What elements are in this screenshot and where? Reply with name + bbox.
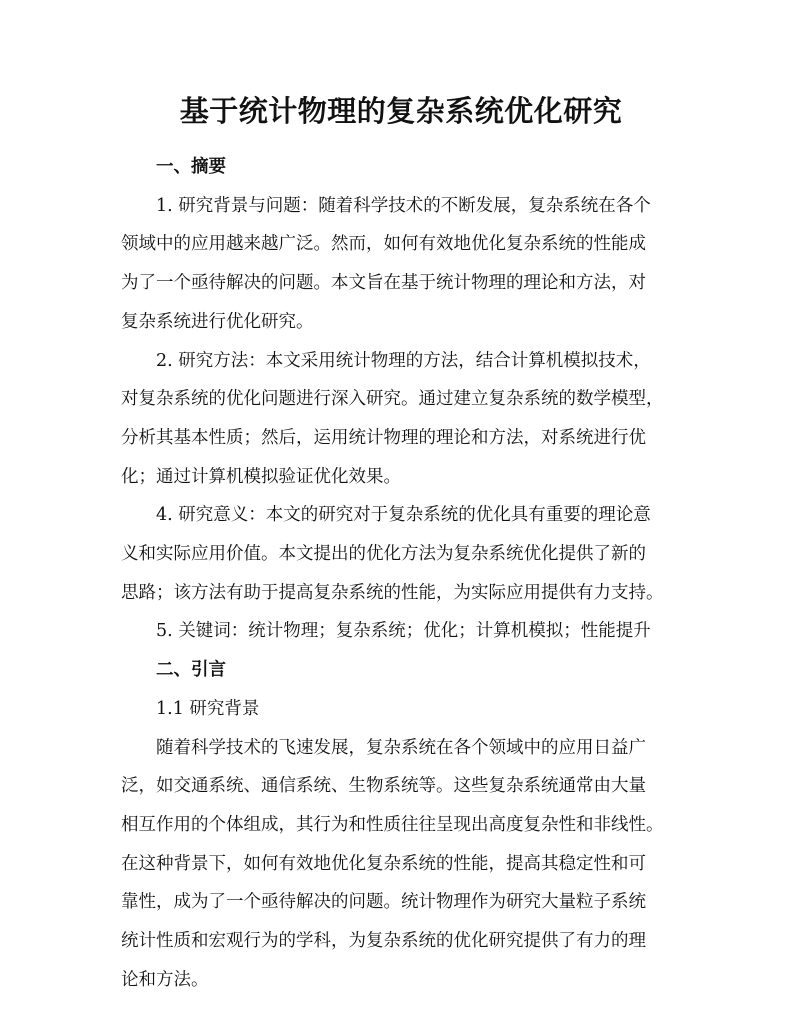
paragraph-line: 随着科学技术的飞速发展，复杂系统在各个领域中的应用日益广 (156, 737, 646, 758)
document-content (121, 90, 681, 999)
paragraph-line: 4. 研究意义：本文的研究对于复杂系统的优化具有重要的理论意 (156, 505, 651, 526)
subsection-heading-background: 1.1 研究背景 (156, 698, 260, 719)
paragraph-line: 化；通过计算机模拟验证优化效果。 (121, 466, 401, 487)
paragraph-line: 义和实际应用价值。本文提出的优化方法为复杂系统优化提供了新的 (121, 544, 646, 565)
paragraph-line: 复杂系统进行优化研究。 (121, 311, 314, 332)
paragraph-line: 思路；该方法有助于提高复杂系统的性能，为实际应用提供有力支持。 (121, 582, 664, 603)
paragraph-line: 1. 研究背景与问题：随着科学技术的不断发展，复杂系统在各个 (156, 195, 651, 216)
document-title: 基于统计物理的复杂系统优化研究 (179, 94, 623, 128)
introduction-paragraph (121, 729, 681, 1000)
paragraph-line: 2. 研究方法：本文采用统计物理的方法，结合计算机模拟技术， (156, 350, 651, 371)
paragraph-line: 统计性质和宏观行为的学科，为复杂系统的优化研究提供了有力的理 (121, 931, 646, 952)
paragraph-line: 对复杂系统的优化问题进行深入研究。通过建立复杂系统的数学模型， (121, 389, 664, 410)
paragraph-line: 论和方法。 (121, 969, 209, 990)
abstract-paragraph-method (121, 342, 681, 497)
paragraph-line: 5. 关键词：统计物理；复杂系统；优化；计算机模拟；性能提升 (156, 621, 651, 642)
abstract-paragraph-significance (121, 496, 681, 612)
paragraph-line: 相互作用的个体组成，其行为和性质往往呈现出高度复杂性和非线性。 (121, 814, 664, 835)
abstract-paragraph-keywords (121, 612, 681, 651)
paragraph-line: 领域中的应用越来越广泛。然而，如何有效地优化复杂系统的性能成 (121, 234, 646, 255)
section-heading-introduction: 二、引言 (156, 660, 226, 681)
abstract-paragraph-background (121, 187, 681, 342)
paragraph-line: 分析其基本性质；然后，运用统计物理的理论和方法，对系统进行优 (121, 427, 646, 448)
paragraph-line: 在这种背景下，如何有效地优化复杂系统的性能，提高其稳定性和可 (121, 853, 646, 874)
paragraph-line: 为了一个亟待解决的问题。本文旨在基于统计物理的理论和方法，对 (121, 273, 646, 294)
paragraph-line: 泛，如交通系统、通信系统、生物系统等。这些复杂系统通常由大量 (121, 776, 646, 797)
paragraph-line: 靠性，成为了一个亟待解决的问题。统计物理作为研究大量粒子系统 (121, 892, 646, 913)
section-heading-abstract: 一、摘要 (156, 157, 226, 177)
